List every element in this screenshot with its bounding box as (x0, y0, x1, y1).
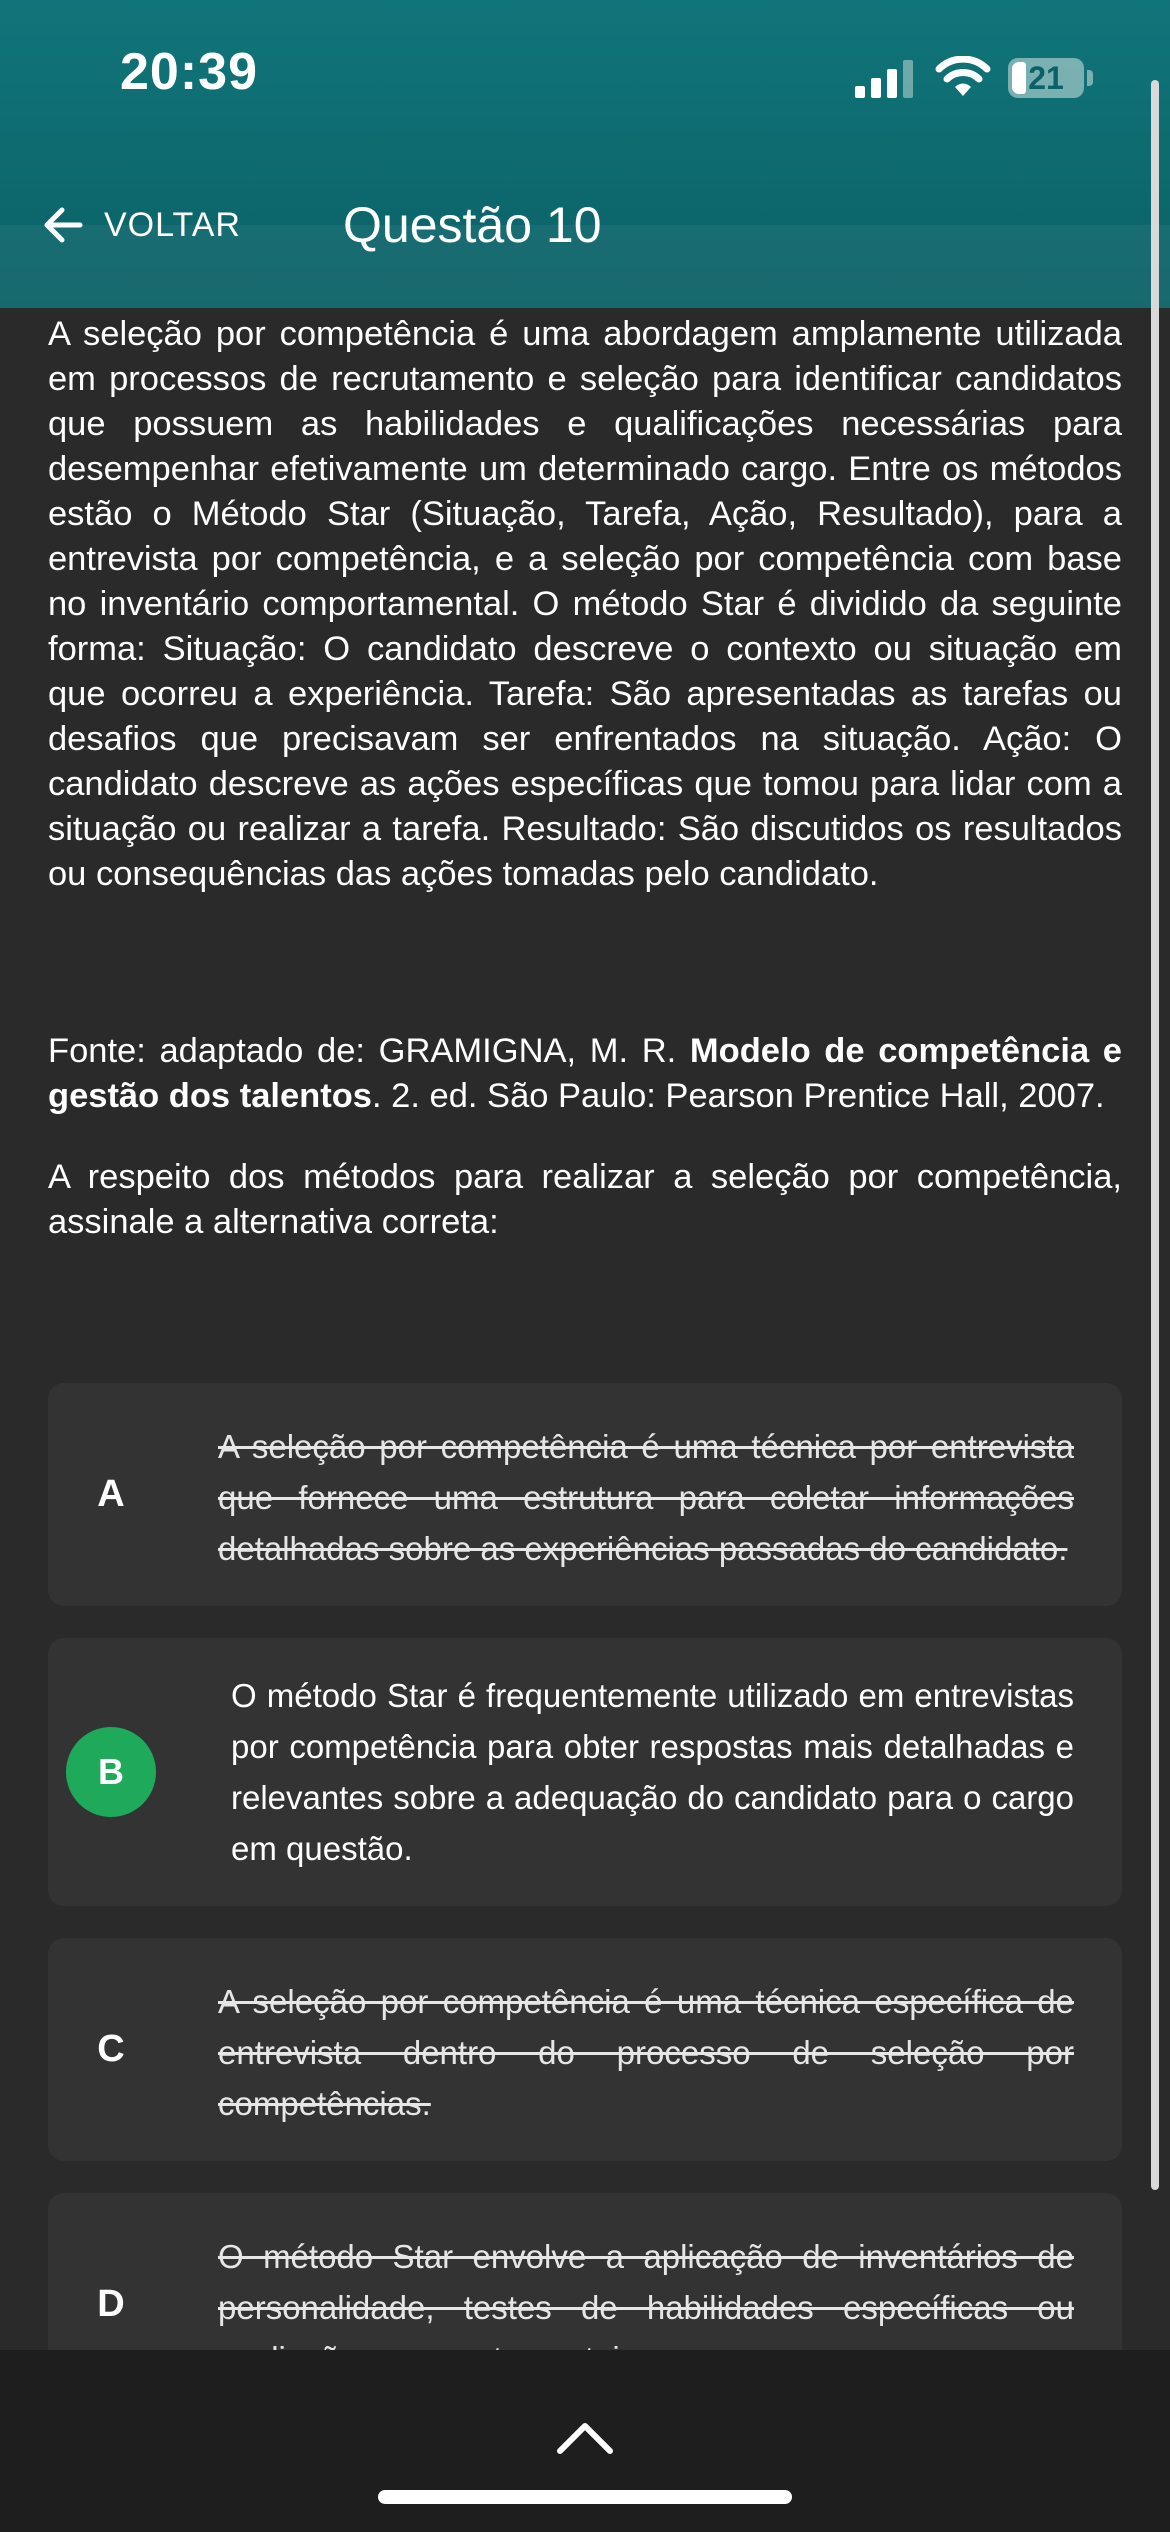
battery-level: 21 (1028, 59, 1064, 96)
option-c[interactable] (48, 1938, 1122, 2161)
wifi-icon (935, 56, 991, 98)
question-prompt: A respeito dos métodos para realizar a seleção por competência, assinale a alternativa correta: (48, 1158, 1122, 1241)
option-text: O método Star é frequentemente utilizado em entrevistas por competência para obter respostas mais detalhadas e relevantes sobre a adequação do candidato para o cargo em questão. (231, 1677, 1074, 1867)
question-context: A seleção por competência é uma abordagem amplamente utilizada em processos de recrutamento e seleção para identificar candidatos que possuem as habilidades e qualificações necessárias para desempenhar efetivamente um determinado cargo. Entre os métodos estão o Método Star (Situação, Tarefa, Ação, Resultado), para a entrevista por competência, e a seleção por competência com base no inventário comportamental. O método Star é dividido da seguinte forma: Situação: O candidato descreve o contexto ou situação em que ocorreu a experiência. Tarefa: São apresentadas as tarefas ou desafios que precisavam ser enfrentados na situação. Ação: O candidato descreve as ações específicas que tomou para lidar com a situação ou realizar a tarefa. Resultado: São discutidos os resultados ou consequências das ações tomadas pelo candidato. (48, 315, 1122, 893)
option-text: A seleção por competência é uma técnica por entrevista que fornece uma estrutura para coletar informações detalhadas sobre as experiências passadas do candidato. (218, 1428, 1074, 1567)
back-label: VOLTAR (104, 205, 241, 244)
source-suffix: . 2. ed. São Paulo: Pearson Prentice Hall, 2007. (371, 1077, 1105, 1115)
chevron-up-icon[interactable] (554, 2418, 616, 2458)
option-letter: D (97, 2283, 125, 2325)
option-b[interactable] (48, 1638, 1122, 1906)
status-time: 20:39 (120, 43, 258, 101)
source-citation (48, 1029, 1122, 1119)
option-a[interactable] (48, 1383, 1122, 1606)
option-letter-container (48, 1638, 174, 1906)
status-bar (0, 0, 1170, 150)
battery-icon (1008, 58, 1084, 98)
back-button[interactable] (40, 195, 241, 255)
arrow-left-icon (40, 202, 86, 248)
home-indicator (378, 2490, 792, 2504)
source-prefix: Fonte: adaptado de: GRAMIGNA, M. R. (48, 1032, 690, 1070)
option-text: O método Star envolve a aplicação de inventários de personalidade, testes de habilidades específicas ou (218, 2238, 1074, 2326)
selected-badge: B (66, 1727, 156, 1817)
option-text: A seleção por competência é uma técnica específica de entrevista dentro do processo de seleção por competências. (218, 1983, 1074, 2122)
page-title: Questão 10 (343, 197, 602, 253)
option-letter: A (97, 1473, 125, 1515)
header (0, 0, 1170, 308)
source-title: Modelo de competência e gestão dos talentos (48, 1032, 1122, 1115)
cellular-signal-icon (855, 60, 915, 98)
question-content (48, 312, 1122, 1245)
scrollbar[interactable] (1151, 80, 1159, 2190)
answer-options (48, 1383, 1122, 2448)
option-letter: C (97, 2028, 125, 2070)
battery-tip (1087, 70, 1093, 86)
battery-fill (1012, 62, 1026, 94)
